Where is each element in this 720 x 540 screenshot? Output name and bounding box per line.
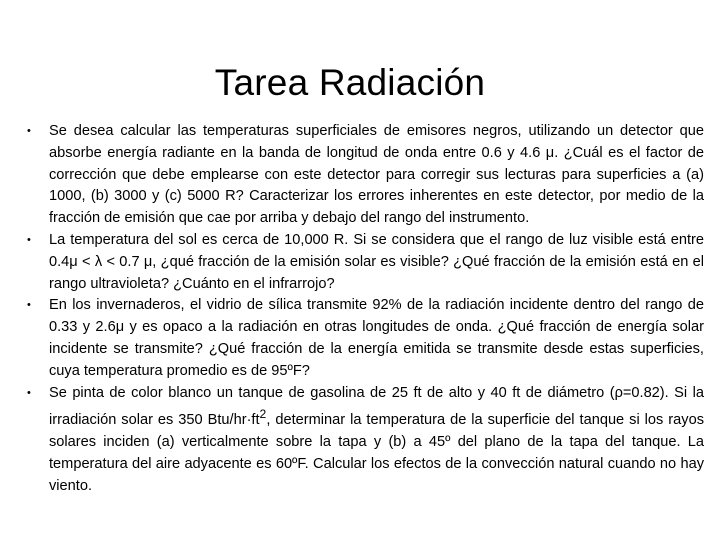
bullet-text-4-superscript: 2: [259, 407, 267, 422]
bullet-text-3: En los invernaderos, el vidrio de sílica transmite 92% de la radiación incidente dentro del rango de 0.33 y 2.6μ y es opaco a la radiación en otras longitudes de onda. ¿Qué fracción de energía solar incidente se transmite? ¿Qué fracción de la energía emitida se transmite desde estas superficies, cuya temperatura promedio es de 95ºF?: [49, 297, 704, 379]
bullet-item-2: [22, 230, 704, 295]
slide-title: Tarea Radiación: [214, 61, 486, 103]
bullet-item-4: [22, 383, 704, 498]
bullet-list: [22, 121, 704, 497]
bullet-dot-icon: •: [27, 386, 31, 399]
bullet-text-4a: Se pinta de color blanco un tanque de gasolina de 25 ft de alto y 40 ft de diámetro (ρ=0.82). Si la irradiación solar es 350 Btu/hr·ft: [49, 384, 704, 429]
bullet-dot-icon: •: [27, 125, 31, 137]
bullet-dot-icon: •: [27, 233, 31, 246]
bullet-dot-icon: •: [27, 299, 31, 312]
bullet-text-1: Se desea calcular las temperaturas superficiales de emisores negros, utilizando un detector que absorbe energía radiante en la banda de longitud de onda entre 0.6 y 4.6 μ. ¿Cuál es el factor de corrección que debe emplearse con este detector para corregir sus lecturas para superficies a (a) 1000, (b) 3000 y (c) 5000 R? Caracterizar los errores inherentes en este detector, por medio de la fracción de emisión que cae por arriba y debajo del rango del instrumento.: [49, 123, 704, 227]
bullet-item-3: [22, 295, 704, 382]
bullet-text-2: La temperatura del sol es cerca de 10,000 R. Si se considera que el rango de luz visible está entre 0.4μ < λ < 0.7 μ, ¿qué fracción de la emisión solar es visible? ¿Qué fracción de la emisión está en el rango ultravioleta? ¿Cuánto en el infrarrojo?: [49, 231, 704, 292]
bullet-item-1: [22, 121, 704, 230]
bullet-text-4b: , determinar la temperatura de la superficie del tanque si los rayos solares inciden (a) verticalmente sobre la tapa y (b) a 45º del plano de la tapa del tanque. La temperatura del aire adyacente es 60ºF. Calcular los efectos de la convección natural cuando no hay viento.: [49, 412, 704, 494]
